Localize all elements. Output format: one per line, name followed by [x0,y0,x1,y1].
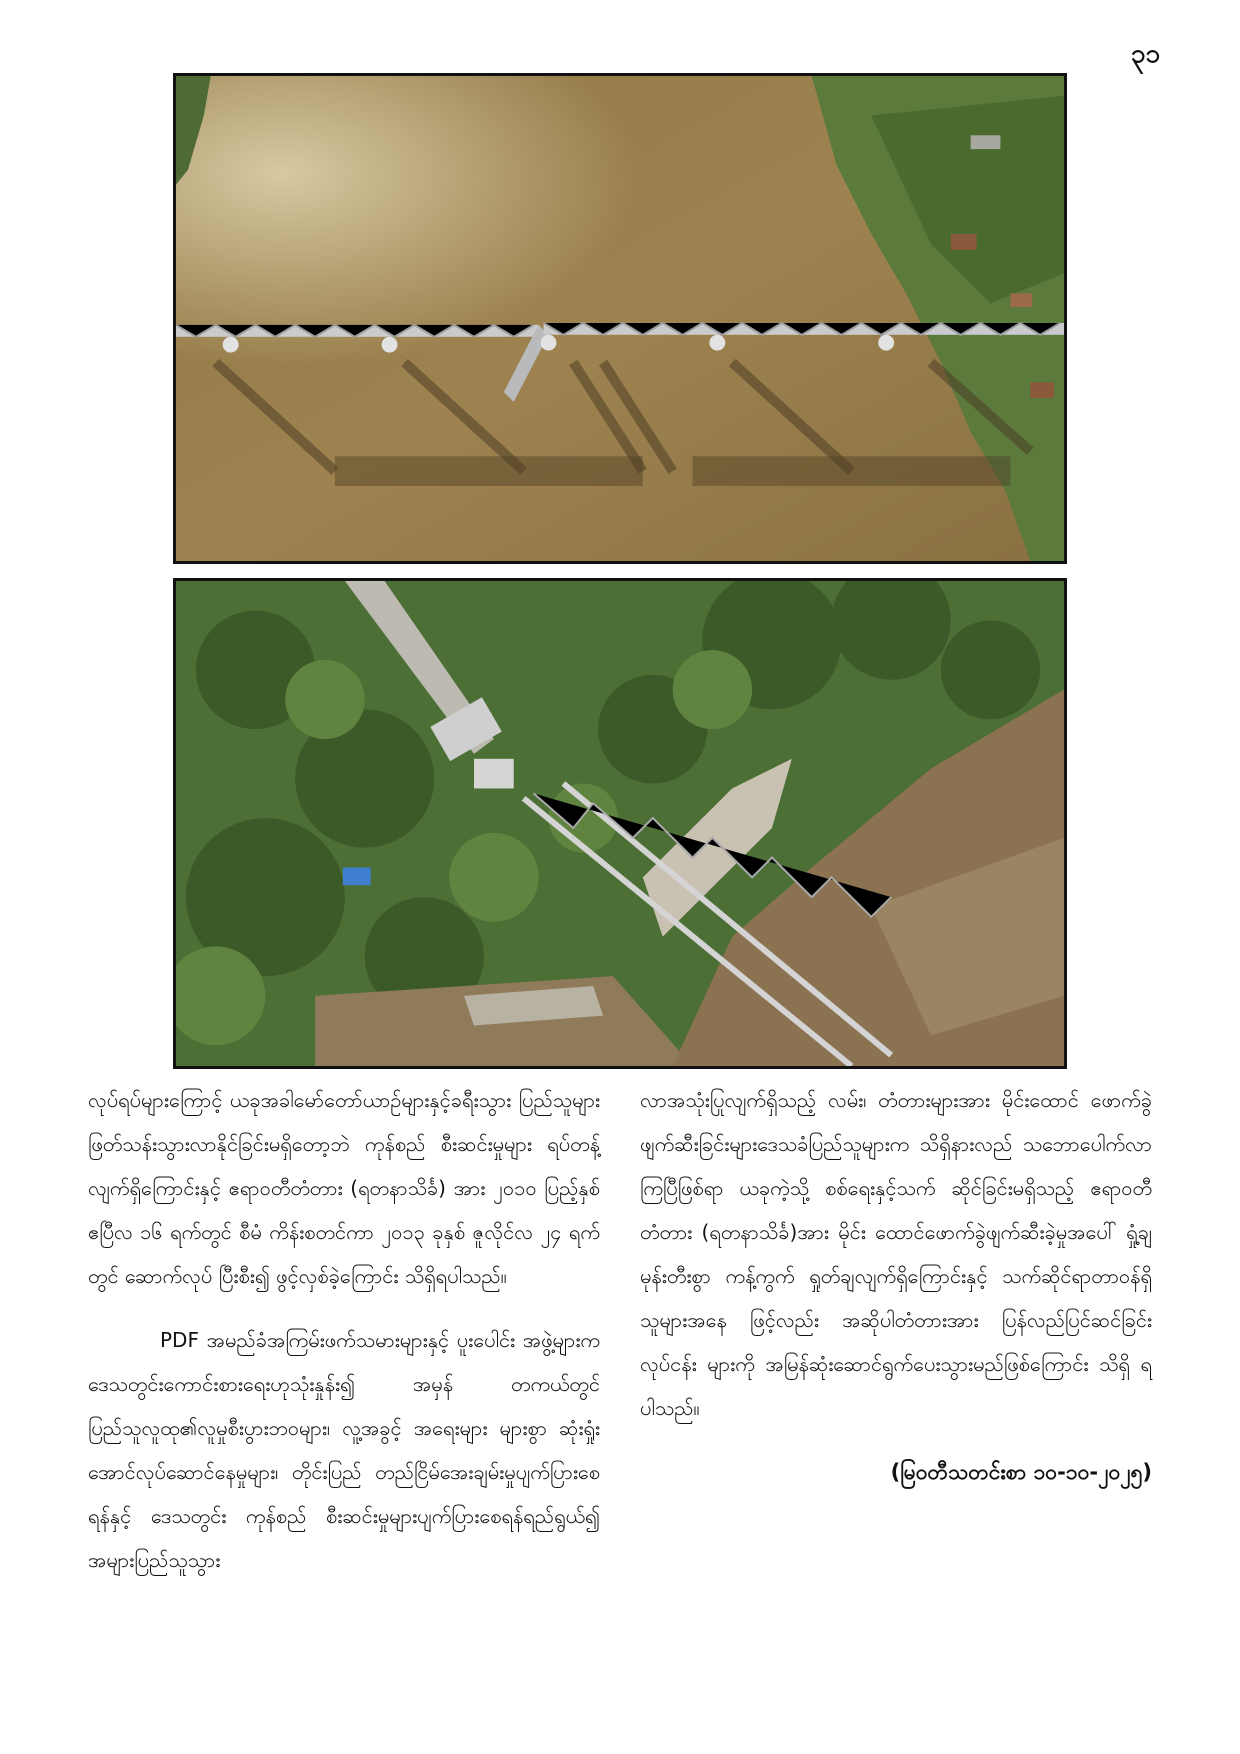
collapsed-bridge-photo [173,578,1067,1069]
bridge-gap-image [176,76,1064,561]
bridge-gap-photo [173,73,1067,564]
page-number: ၃၁ [1130,39,1160,69]
news-source: (မြဝတီသတင်းစာ ၁၀-၁၀-၂၀၂၅) [890,1460,1152,1484]
article-paragraph: လာအသုံးပြုလျက်ရှိသည့် လမ်း၊ တံတားများအား မိုင်းထောင် ဖောက်ခွဲဖျက်ဆီးခြင်းများဒေသခံပြည်သူများက သိရှိနားလည် သဘောပေါက်လာကြပြီဖြစ်ရာ ယခုကဲ့သို့ စစ်ရေးနှင့်သက် ဆိုင်ခြင်းမရှိသည့် ဧရာဝတီတံတား (ရတနာသိင်္ခ)အား မိုင်း ထောင်ဖောက်ခွဲဖျက်ဆီးခဲ့မှုအပေါ် ရှုံ့ချမုန်းတီးစွာ ကန့်ကွက် ရှုတ်ချလျက်ရှိကြောင်းနှင့် သက်ဆိုင်ရာတာဝန်ရှိသူများအနေ ဖြင့်လည်း အဆိုပါတံတားအား ပြန်လည်ပြင်ဆင်ခြင်းလုပ်ငန်း များကို အမြန်ဆုံးဆောင်ရွက်ပေးသွားမည်ဖြစ်ကြောင်း သိရှိ ရပါသည်။ [640,1088,1152,1420]
article-paragraph: လုပ်ရပ်များကြောင့် ယခုအခါမော်တော်ယာဉ်များနှင့်ခရီးသွား ပြည်သူများ ဖြတ်သန်းသွားလာနိုင်ခြင်းမရှိတော့ဘဲ ကုန်စည် စီးဆင်းမှုများ ရပ်တန့်လျက်ရှိကြောင်းနှင့် ဧရာဝတီတံတား (ရတနာသိင်္ခ) အား ၂၀၁၀ ပြည့်နှစ် ဧပြီလ ၁၆ ရက်တွင် စီမံ ကိန်းစတင်ကာ ၂၀၁၃ ခုနှစ် ဇူလိုင်လ ၂၄ ရက်တွင် ဆောက်လုပ် ပြီးစီး၍ ဖွင့်လှစ်ခဲ့ကြောင်း သိရှိရပါသည်။ [88,1088,600,1288]
blue-tarp [343,867,371,885]
article-paragraph: PDF အမည်ခံအကြမ်းဖက်သမားများနှင့် ပူးပေါင်း အဖွဲ့များက ဒေသတွင်းကောင်းစားရေးဟုသုံးနှုန်း၍ အမှန် တကယ်တွင် ပြည်သူလူထု၏လူမှုစီးပွားဘဝများ၊ လူ့အခွင့် အရေးများ များစွာ ဆုံးရှုံးအောင်လုပ်ဆောင်နေမှုများ၊ တိုင်းပြည် တည်ငြိမ်အေးချမ်းမှုပျက်ပြားစေရန်နှင့် ဒေသတွင်း ကုန်စည် စီးဆင်းမှုများပျက်ပြားစေရန်ရည်ရွယ်၍ အများပြည်သူသွား [88,1328,600,1572]
article-column-left [88,1078,600,1602]
article-column-right [640,1078,1152,1514]
collapsed-bridge-image [176,581,1064,1066]
